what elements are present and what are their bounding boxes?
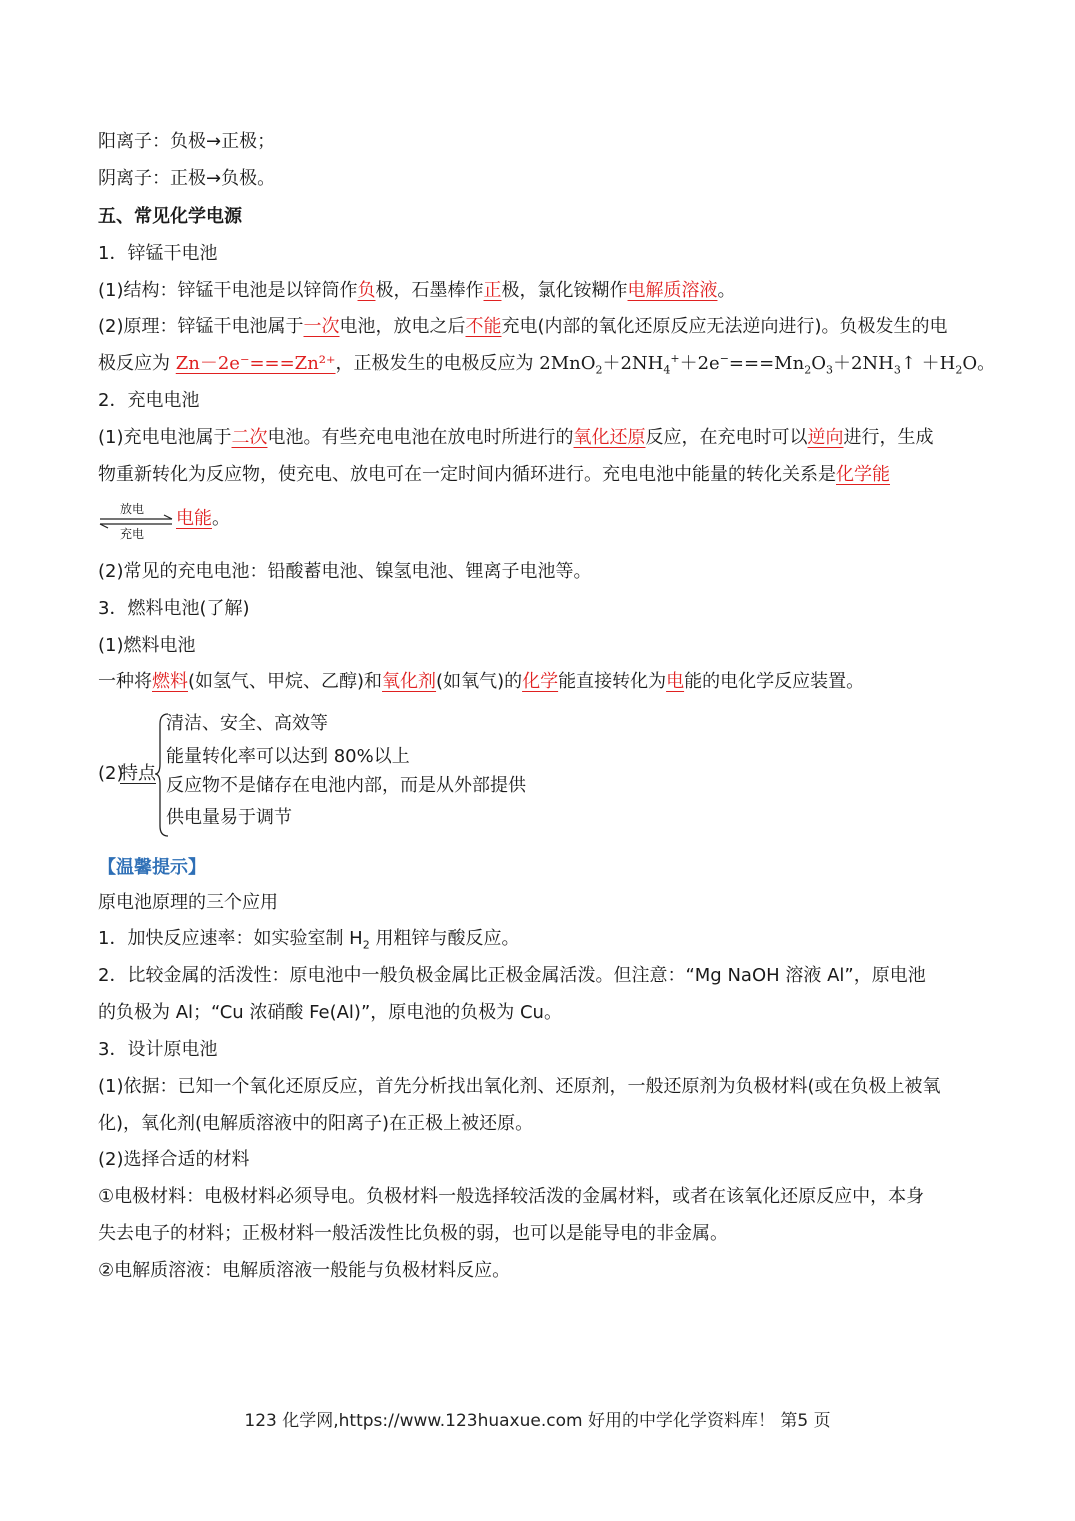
tip-intro: 原电池原理的三个应用 [98, 892, 278, 913]
zinc-manganese-structure: (1)结构：锌锰干电池是以锌筒作负极，石墨棒作正极，氯化铵糊作电解质溶液。 [98, 280, 736, 301]
zinc-manganese-principle-line2: 极反应为 Zn－2e⁻===Zn²⁺，正极发生的电极反应为 $2MnO_2+2NH_4^++2e^-===Mn_2O_3+2NH_3↑ +H_2O$。 [98, 352, 996, 377]
blank-answer: 化学能 [836, 464, 890, 485]
page-footer: 123 化学网,https://www.123huaxue.com 好用的中学化学资料库！ 第5 页 [244, 1411, 831, 1431]
blank-answer: 逆向 [807, 427, 844, 448]
tip-item-1: 1．加快反应速率：如实验室制 $H_2$ 用粗锌与酸反应。 [98, 928, 520, 952]
tip-item-3-electrode-line2: 失去电子的材料；正极材料一般活泼性比负极的弱，也可以是能导电的非金属。 [98, 1223, 728, 1244]
electric-energy-line: 电能。 [176, 508, 230, 529]
blank-answer: 电能 [176, 508, 212, 529]
section-5-heading: 五、常见化学电源 [98, 206, 242, 227]
rechargeable-battery-heading: 2．充电电池 [98, 390, 200, 411]
tip-item-2-line1: 2．比较金属的活泼性：原电池中一般负极金属比正极金属活泼。但注意：“Mg NaOH 溶液 Al”，原电池 [98, 965, 926, 986]
tip-item-3-electrolyte: ②电解质溶液：电解质溶液一般能与负极材料反应。 [98, 1260, 511, 1281]
tip-item-2-line2: 的负极为 Al；“Cu 浓硝酸 Fe(Al)”，原电池的负极为 Cu。 [98, 1002, 562, 1023]
feature-item: 反应物不是储存在电池内部，而是从外部提供 [166, 775, 526, 796]
blank-answer: 二次 [231, 427, 268, 448]
tip-item-3-basis-line2: 化)，氧化剂(电解质溶液中的阳离子)在正极上被还原。 [98, 1113, 534, 1134]
common-rechargeable-batteries: (2)常见的充电电池：铅酸蓄电池、镍氢电池、锂离子电池等。 [98, 561, 592, 582]
blank-answer: 氧化剂 [382, 671, 437, 692]
anion-direction: 阴离子：正极→负极。 [98, 168, 276, 189]
arrow-label-discharge: 放电 [120, 502, 145, 516]
blank-answer: 电解质溶液 [627, 280, 718, 301]
blank-answer: 正 [483, 280, 502, 301]
reversible-arrow [98, 500, 174, 544]
rechargeable-battery-text-line2: 物重新转化为反应物，使充电、放电可在一定时间内循环进行。充电电池中能量的转化关系是化学能 [98, 464, 890, 485]
rechargeable-battery-text-line1: (1)充电电池属于二次电池。有些充电电池在放电时所进行的氧化还原反应，在充电时可以逆向进行，生成 [98, 427, 934, 448]
tip-heading: 【温馨提示】 [98, 857, 206, 878]
arrow-label-charge: 充电 [120, 527, 145, 541]
tip-item-3-materials: (2)选择合适的材料 [98, 1149, 250, 1170]
fuel-cell-heading: 3．燃料电池(了解) [98, 598, 250, 619]
blank-answer: 燃料 [152, 671, 188, 692]
tip-item-3-basis-line1: (1)依据：已知一个氧化还原反应，首先分析找出氧化剂、还原剂，一般还原剂为负极材料(或在负极上被氧 [98, 1076, 941, 1097]
fuel-cell-features [98, 710, 598, 840]
feature-item: 供电量易于调节 [166, 807, 292, 828]
negative-electrode-equation: Zn－2e⁻===Zn²⁺ [175, 353, 336, 374]
tip-item-3-heading: 3．设计原电池 [98, 1039, 218, 1060]
feature-item: 清洁、安全、高效等 [166, 713, 328, 734]
blank-answer: 负 [357, 280, 376, 301]
features-label: 特点 [120, 763, 156, 784]
cation-direction: 阳离子：负极→正极； [98, 131, 276, 152]
blank-answer: 不能 [465, 316, 502, 337]
features-label-prefix: (2) [98, 763, 124, 784]
blank-answer: 电 [666, 671, 685, 692]
fuel-cell-definition: 一种将燃料(如氢气、甲烷、乙醇)和氧化剂(如氧气)的化学能直接转化为电能的电化学反应装置。 [98, 671, 865, 692]
blank-answer: 一次 [303, 316, 340, 337]
blank-answer: 化学 [522, 671, 559, 692]
blank-answer: 氧化还原 [573, 427, 646, 448]
feature-item: 能量转化率可以达到 80%以上 [166, 746, 410, 767]
zinc-manganese-principle-line1: (2)原理：锌锰干电池属于一次电池，放电之后不能充电(内部的氧化还原反应无法逆向进行)。负极发生的电 [98, 316, 948, 337]
tip-item-3-electrode-line1: ①电极材料：电极材料必须导电。负极材料一般选择较活泼的金属材料，或者在该氧化还原反应中，本身 [98, 1186, 925, 1207]
zinc-manganese-heading: 1．锌锰干电池 [98, 243, 218, 264]
fuel-cell-subheading: (1)燃料电池 [98, 635, 196, 656]
